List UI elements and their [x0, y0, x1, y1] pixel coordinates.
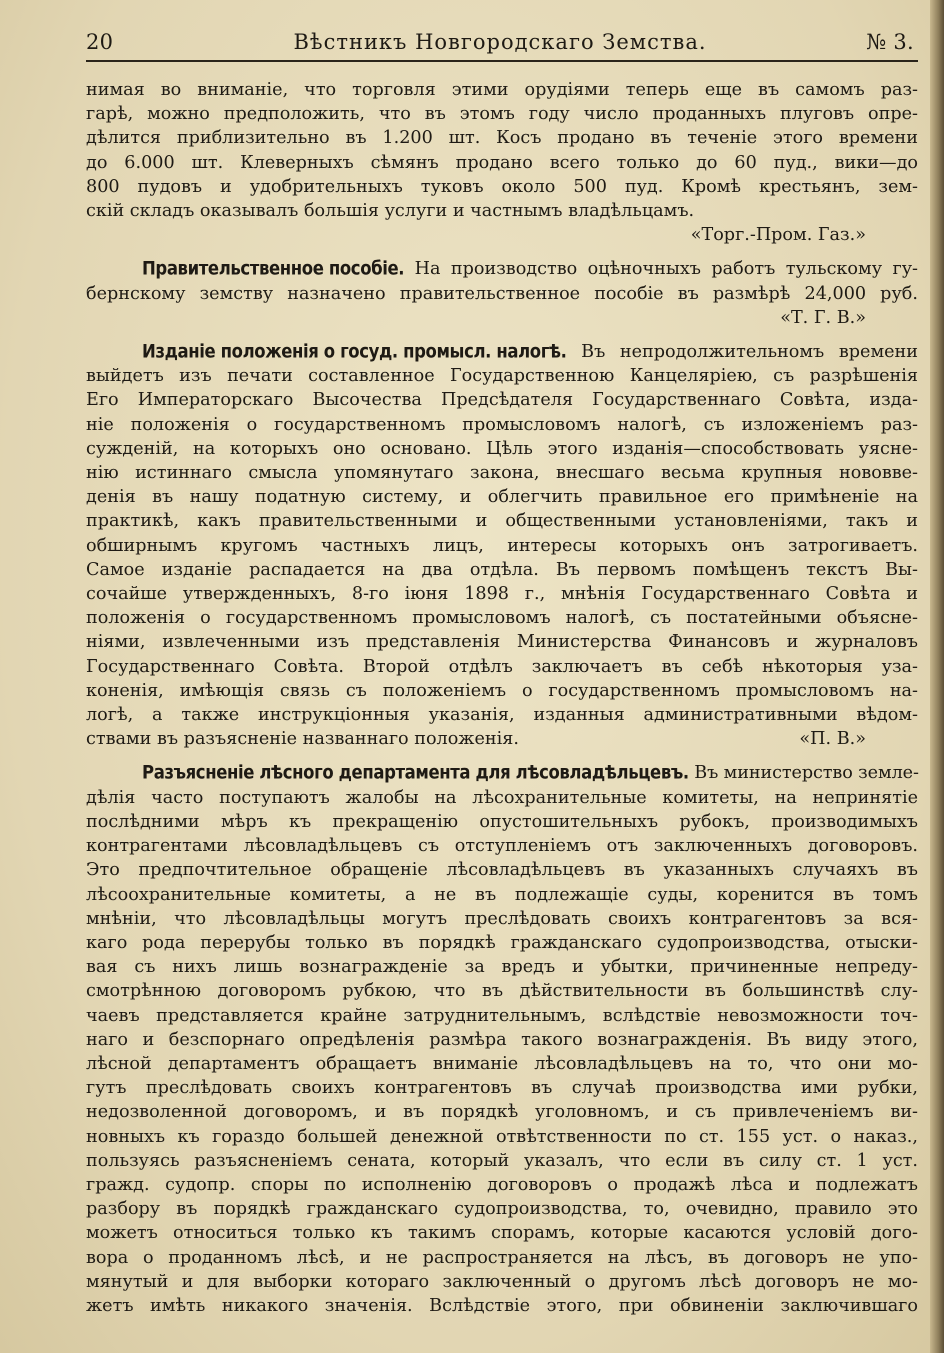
text-line: Это предпочтительное обращеніе лѣсовладѣльцевъ въ указанныхъ случаяхъ въ: [86, 860, 918, 881]
text-line: каго рода перерубы только въ порядкѣ гражданскаго судопроизводства, отыски-: [86, 932, 918, 953]
text-line: Его Императорскаго Высочества Предсѣдателя Государственнаго Совѣта, изда-: [86, 390, 918, 411]
header-rule: [86, 60, 918, 62]
text-line: недозволенной договоромъ, и въ порядкѣ уголовномъ, и съ привлеченіемъ ви-: [86, 1102, 918, 1123]
text-line: выйдетъ изъ печати составленное Государственною Канцеляріею, съ разрѣшенія: [86, 366, 918, 387]
article-body: [86, 78, 918, 1318]
text-line: [86, 727, 918, 751]
text-line: [86, 257, 918, 281]
text-line: скій складъ оказывалъ большія услуги и частнымъ владѣльцамъ.: [86, 201, 695, 222]
text-line: наго и безспорнаго опредѣленія размѣра такого вознагражденія. Въ виду этого,: [86, 1029, 918, 1050]
text-line: [86, 761, 918, 785]
issue-number: № 3.: [866, 30, 914, 54]
text-line: Самое изданіе распадается на два отдѣла. Въ первомъ помѣщенъ текстъ Вы-: [86, 559, 918, 580]
text-line: ніе положенія о государственномъ промысловомъ налогѣ, съ изложеніемъ раз-: [86, 414, 918, 435]
journal-title: Вѣстникъ Новгородскаго Земства.: [293, 30, 707, 54]
text-line: сочайше утвержденныхъ, 8-го іюня 1898 г., мнѣнія Государственнаго Совѣта и: [86, 584, 918, 605]
text-line: нимая во вниманіе, что торговля этими орудіями теперь еще въ самомъ раз-: [86, 80, 918, 100]
section-heading: Правительственное пособіе.: [142, 258, 405, 280]
text-line: пользуясь разъясненіемъ сената, который указалъ, что если въ силу ст. 1 уст.: [86, 1150, 918, 1171]
source-citation: «П. В.»: [799, 729, 866, 750]
text-line: новныхъ къ гораздо большей денежной отвѣтственности по ст. 155 уст. о наказ.,: [86, 1126, 918, 1147]
text-line: нію истиннаго смысла упомянутаго закона, внесшаго весьма крупныя нововве-: [86, 463, 918, 484]
text-line: Государственнаго Совѣта. Второй отдѣлъ заключаетъ въ себѣ нѣкоторыя уза-: [86, 656, 918, 677]
paragraph-subsidy: [86, 257, 918, 330]
text-line: бернскому земству назначено правительственное пособіе въ размѣрѣ 24,000 руб.: [86, 283, 918, 304]
source-citation: «Т. Г. В.»: [780, 307, 866, 328]
paragraph-tax-edition: [86, 340, 918, 751]
text-span: ствами въ разъясненіе названнаго положенія.: [86, 729, 519, 750]
text-line: разбору въ порядкѣ гражданскаго судопроизводства, то, очевидно, правило это: [86, 1199, 918, 1220]
text-line: лѣсной департаментъ обращаетъ вниманіе лѣсовладѣльцевъ на то, что они мо-: [86, 1053, 918, 1074]
text-line: до 6.000 шт. Клеверныхъ сѣмянъ продано всего только до 60 пуд., вики—до: [86, 152, 918, 173]
text-line: мнѣніи, что лѣсовладѣльцы могутъ преслѣдовать своихъ контрагентовъ за вся-: [86, 908, 918, 929]
text-line: гражд. судопр. споры по исполненію договоровъ о продажѣ лѣса и подлежатъ: [86, 1174, 918, 1195]
text-line: денія въ нашу податную систему, и облегчить правильное его примѣненіе на: [86, 487, 918, 508]
text-line: положенія о государственномъ промысловомъ налогѣ, съ постатейными объясне-: [86, 608, 918, 629]
text-span: Въ непродолжительномъ времени: [581, 342, 918, 363]
text-line: дѣлія часто поступаютъ жалобы на лѣсохранительные комитеты, на непринятіе: [86, 787, 918, 808]
page-edge-shadow: [930, 0, 944, 1353]
paragraph-trade: [86, 78, 918, 247]
text-line: логѣ, а также инструкціонныя указанія, изданныя административными вѣдом-: [86, 705, 918, 726]
text-line: вая съ нихъ лишь вознагражденіе за вредъ и убытки, причиненные непреду-: [86, 957, 918, 978]
text-line: гутъ преслѣдовать своихъ контрагентовъ въ случаѣ производства ими рубки,: [86, 1078, 918, 1099]
source-citation: «Торг.-Пром. Газ.»: [690, 225, 866, 246]
text-line: можетъ относиться только къ такимъ спорамъ, которые касаются условій дого-: [86, 1223, 918, 1244]
text-line: лѣсоохранительные комитеты, а не въ подлежащіе суды, коренится въ томъ: [86, 884, 918, 905]
text-line: жетъ имѣть никакого значенія. Вслѣдствіе этого, при обвиненіи заключившаго: [86, 1295, 918, 1316]
text-line: дѣлится приблизительно въ 1.200 шт. Косъ продано въ теченіе этого времени: [86, 128, 918, 149]
page-number: 20: [86, 30, 114, 54]
section-heading: Разъясненіе лѣсного департамента для лѣсовладѣльцевъ.: [142, 762, 689, 784]
text-line: ніями, извлеченными изъ представленія Министерства Финансовъ и журналовъ: [86, 632, 918, 653]
running-header: [86, 26, 914, 60]
text-line: контрагентами лѣсовладѣльцевъ съ отступленіемъ отъ заключенныхъ договоровъ.: [86, 836, 918, 857]
text-line: практикѣ, какъ правительственными и общественными установленіями, такъ и: [86, 511, 918, 532]
text-span: Въ министерство земле-: [694, 763, 919, 784]
text-line: мянутый и для выборки котораго заключенный о другомъ лѣсѣ договоръ не мо-: [86, 1271, 918, 1292]
section-heading: Изданіе положенія о госуд. промысл. налогѣ.: [142, 340, 567, 363]
text-line: 800 пудовъ и удобрительныхъ туковъ около 500 пуд. Кромѣ крестьянъ, зем-: [86, 176, 918, 197]
text-line: коненія, имѣющія связь съ положеніемъ о государственномъ промысловомъ на-: [86, 680, 918, 701]
text-line: чаевъ представляется крайне затруднительнымъ, вслѣдствіе невозможности точ-: [86, 1005, 918, 1026]
text-line: послѣдними мѣръ къ прекращенію опустошительныхъ рубокъ, производимыхъ: [86, 811, 918, 832]
paragraph-forest-department: [86, 761, 918, 1318]
text-line: сужденій, на которыхъ оно основано. Цѣль этого изданія—способствовать уясне-: [86, 438, 918, 459]
text-line: вора о проданномъ лѣсѣ, и не распространяется на лѣсъ, въ договоръ не упо-: [86, 1247, 918, 1268]
text-line: гарѣ, можно предположить, что въ этомъ году число проданныхъ плуговъ опре-: [86, 104, 918, 125]
text-line: обширнымъ кругомъ частныхъ лицъ, интересы которыхъ онъ затрогиваетъ.: [86, 535, 918, 556]
text-span: На производство оцѣночныхъ работъ тульскому гу-: [414, 259, 919, 280]
text-line: смотрѣнною договоромъ рубкою, что въ дѣйствительности въ большинствѣ слу-: [86, 981, 918, 1002]
text-line: [86, 340, 918, 364]
